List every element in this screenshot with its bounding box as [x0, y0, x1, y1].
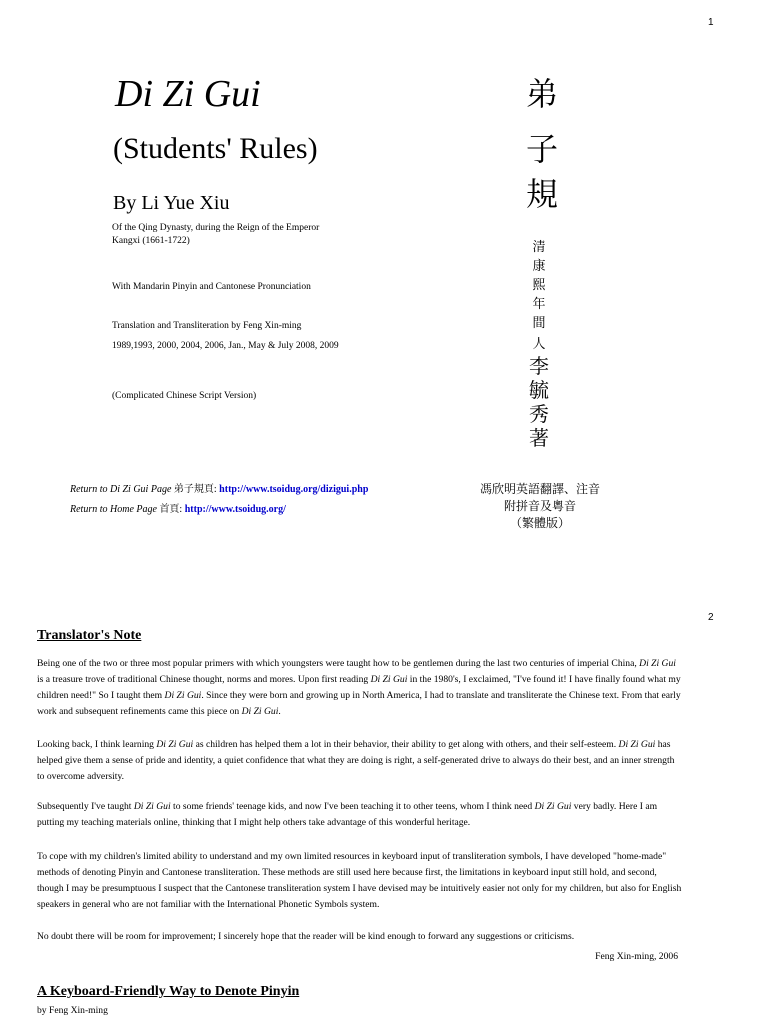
dizigui-page-link[interactable]: http://www.tsoidug.org/dizigui.php [219, 484, 369, 495]
paragraph: To cope with my children's limited ability to understand and my own limited resources in keyboard input of transliteration symbols, I have developed "home-made" methods of denoting Pinyin and Cantonese transliteration. These methods are still used here because first, the limitations in keyboard input still hold, and second, though I may be presumptuous I suspect that the Cantonese transliteration system I have devised may be intuitively easier not only for my children, but also for English speakers in general who are not familiar with the International Phonetic Symbols system. [37, 851, 682, 910]
era-description [112, 222, 372, 248]
document-subtitle: (Students' Rules) [113, 132, 318, 165]
cjk-char: 毓 [529, 378, 549, 402]
era-line-1: Of the Qing Dynasty, during the Reign of the Emperor [112, 223, 320, 233]
paragraph: Looking back, I think learning Di Zi Gui as children has helped them a lot in their behavior, their ability to get along with others, and their self-esteem. Di Zi Gui has helped give them a sense of pride and identity, a quiet confidence that what they are doing is right, a self-generated drive to always do their best, and an inner strength to overcome adversity. [37, 739, 675, 782]
cjk-char: 年 [532, 297, 546, 312]
return-home-link-row [70, 500, 286, 515]
page-number: 1 [708, 17, 714, 28]
cjk-char: 康 [532, 259, 546, 274]
cjk-char: 間 [532, 316, 546, 331]
revision-dates: 1989,1993, 2000, 2004, 2006, Jan., May & July 2008, 2009 [112, 341, 339, 351]
cjk-credit-line: 附拼音及粵音 [503, 499, 576, 513]
paragraph: No doubt there will be room for improvement; I sincerely hope that the reader will be kind enough to forward any suggestions or criticisms. [37, 931, 575, 942]
link-cjk-label: 首頁: [159, 504, 183, 515]
cjk-title-char: 弟 [525, 75, 558, 113]
cjk-char: 秀 [529, 402, 549, 426]
cjk-credit-line: （繁體版） [509, 516, 570, 530]
cjk-title-char: 規 [525, 175, 558, 213]
signature: Feng Xin-ming, 2006 [595, 951, 678, 962]
pronunciation-note: With Mandarin Pinyin and Cantonese Pronunciation [112, 282, 311, 292]
cjk-translation-credit [460, 480, 620, 531]
cjk-char: 李 [529, 354, 549, 378]
author-byline: By Li Yue Xiu [113, 192, 230, 214]
paragraph: Subsequently I've taught Di Zi Gui to some friends' teenage kids, and now I've been teaching it to other teens, whom I think need Di Zi Gui very badly. Here I am putting my teaching materials online, thinking that I might help others take advantage of this wonderful heritage. [37, 801, 658, 828]
section-heading: A Keyboard-Friendly Way to Denote Pinyin [37, 984, 300, 999]
translation-credit: Translation and Transliteration by Feng Xin-ming [112, 321, 302, 331]
link-cjk-label: 弟子規頁: [173, 484, 217, 495]
cjk-char: 人 [532, 337, 546, 352]
home-page-link[interactable]: http://www.tsoidug.org/ [184, 504, 286, 515]
cjk-char: 著 [529, 426, 549, 450]
cjk-credit-line: 馮欣明英語翻譯、注音 [479, 482, 600, 496]
cjk-char: 熙 [532, 278, 546, 293]
script-version-note: (Complicated Chinese Script Version) [112, 391, 257, 401]
document-title: Di Zi Gui [115, 73, 261, 115]
return-dizigui-link-row [70, 480, 368, 495]
cjk-dynasty-column [527, 238, 551, 333]
cjk-title-char: 子 [525, 130, 558, 168]
section-byline: by Feng Xin-ming [37, 1005, 108, 1016]
translators-note-heading: Translator's Note [37, 628, 142, 643]
link-prefix: Return to Di Zi Gui Page [70, 484, 174, 495]
link-prefix: Return to Home Page [70, 504, 160, 515]
cjk-char: 清 [532, 240, 546, 255]
era-line-2: Kangxi (1661-1722) [112, 236, 190, 246]
paragraph: Being one of the two or three most popular primers with which youngsters were taught how to be gentlemen during the last two centuries of imperial China, Di Zi Gui is a treasure trove of traditional Chinese thought, norms and mores. Upon first reading Di Zi Gui in the 1980's, I exclaimed, "I've found it! I have finally found what my children need!" So I taught them Di Zi Gui. Since they were born and growing up in North America, I had to translate and transliterate the Chinese text. From that early work and subsequent refinements came this piece on Di Zi Gui. [37, 658, 681, 717]
cjk-author-column [527, 335, 551, 450]
page-number: 2 [708, 612, 714, 623]
